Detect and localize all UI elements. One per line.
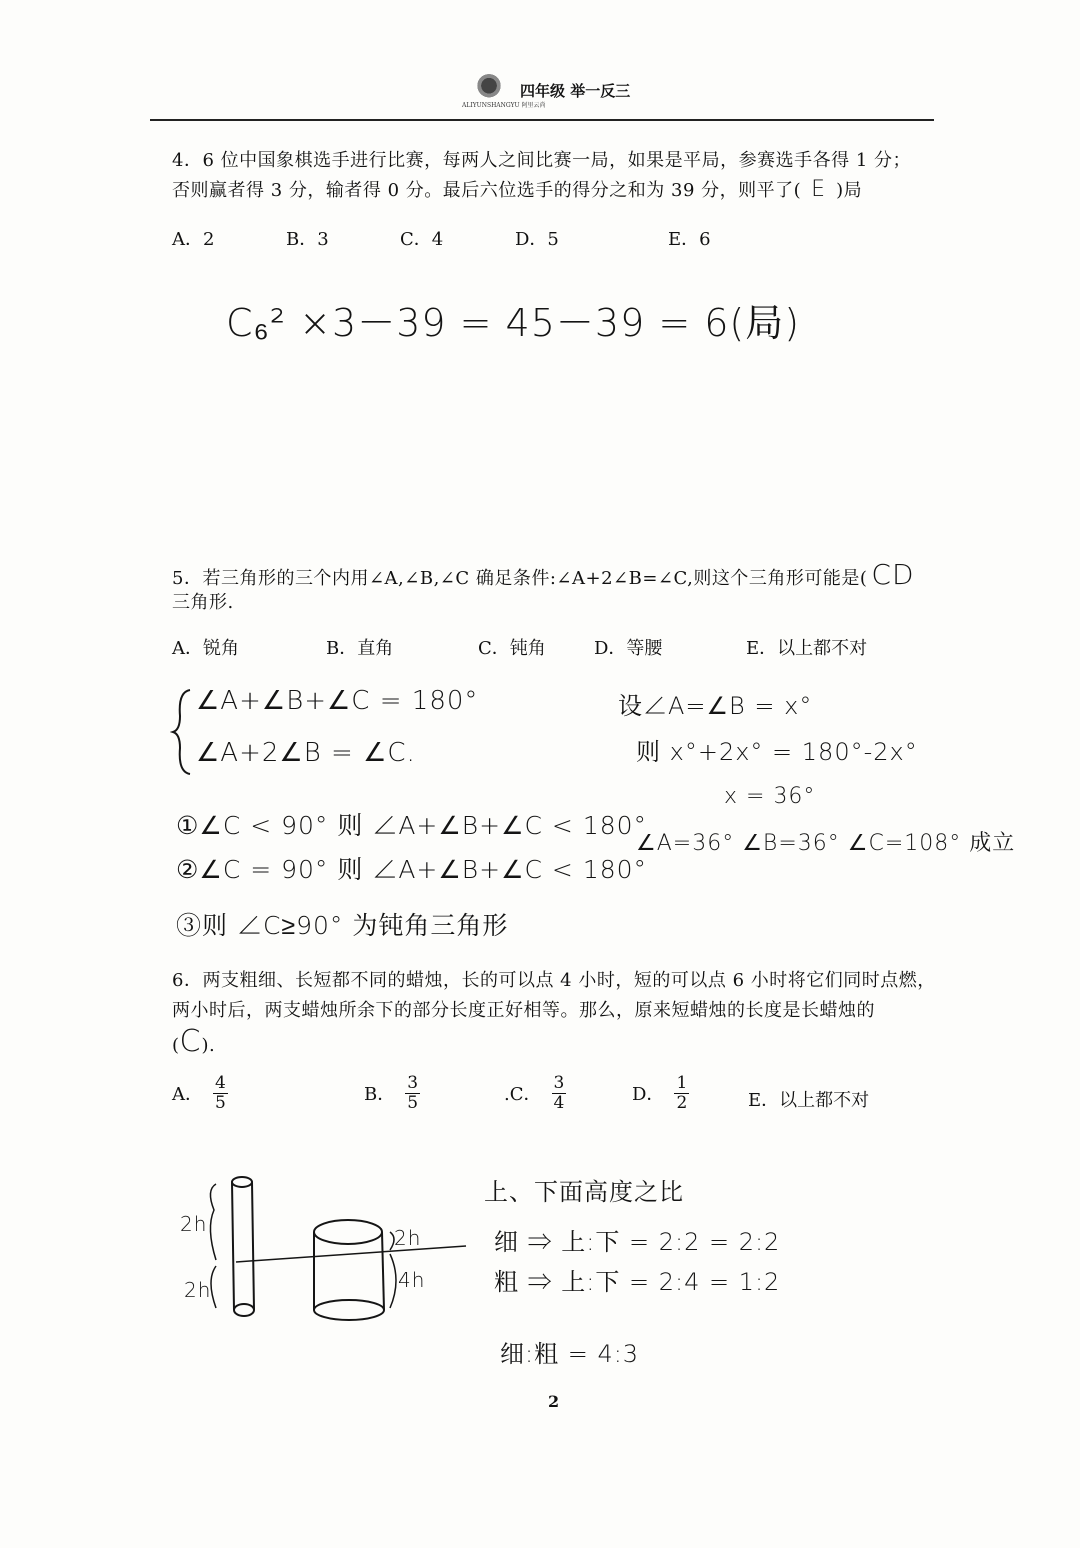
q6-option-a-num: 4 — [215, 1073, 226, 1093]
q4-option-e: E．6 — [668, 229, 711, 250]
q6-option-c-fraction — [552, 1074, 567, 1112]
q6-option-d-num: 1 — [676, 1073, 688, 1093]
q6-option-e: E．以上都不对 — [748, 1090, 870, 1111]
q6-option-a-fraction — [213, 1074, 228, 1112]
q4-handwritten-work: C₆² ×3－39 = 45－39 = 6(局) — [226, 301, 801, 345]
q6-option-c-label: .C． — [504, 1084, 542, 1106]
q6-work-right-1: 上、下面高度之比 — [484, 1178, 684, 1206]
logo-text: ALIYUNSHANGYU 阿里云尚 — [462, 102, 546, 109]
q4-line1: 4．6 位中国象棋选手进行比赛，每两人之间比赛一局，如果是平局，参赛选手各得 1 分； — [172, 150, 912, 171]
q6-option-b-den: 5 — [407, 1092, 419, 1113]
q5-option-a: A．锐角 — [172, 638, 239, 659]
q5-work-right-2: 则 x°+2x° = 180°-2x° — [636, 738, 918, 766]
candle-diagram — [176, 1170, 476, 1330]
thick-candle-icon — [314, 1220, 384, 1320]
q5-line2: 三角形. — [172, 592, 234, 613]
q5-work-left-5: ③则 ∠C≥90° 为钝角三角形 — [176, 911, 509, 940]
q6-line3 — [172, 1024, 215, 1059]
q5-option-d: D．等腰 — [594, 638, 663, 659]
diagram-label-thick-top: 2h — [394, 1226, 422, 1250]
q4-option-b: B．3 — [286, 229, 329, 250]
q6-work-right-2: 细 ⇒ 上:下 = 2:2 = 2:2 — [494, 1228, 781, 1256]
q6-option-d-fraction — [674, 1074, 689, 1112]
q5-work-left-4: ②∠C = 90° 则 ∠A+∠B+∠C < 180° — [176, 855, 648, 884]
q5-answer: CD — [871, 558, 915, 591]
q6-option-a-den: 5 — [215, 1092, 226, 1113]
q5-work-right-3: x = 36° — [724, 784, 816, 809]
q5-work-right-4: ∠A=36° ∠B=36° ∠C=108° 成立 — [636, 831, 1016, 856]
q5-option-b: B．直角 — [326, 638, 394, 659]
q6-paren-open: ( — [172, 1035, 180, 1056]
q5-line1-pre: 5．若三角形的三个内用∠A,∠B,∠C 确足条件:∠A+2∠B=∠C,则这个三角形可能是( — [172, 568, 868, 589]
q6-option-c — [504, 1074, 566, 1112]
q4-answer: E — [811, 177, 827, 202]
q5-line1 — [172, 558, 915, 591]
q4-option-a: A．2 — [172, 229, 215, 250]
diagram-label-thin-top: 2h — [180, 1212, 208, 1236]
q5-work-left-2: ∠A+2∠B = ∠C. — [196, 738, 416, 768]
q5-work-left-3: ①∠C < 90° 则 ∠A+∠B+∠C < 180° — [176, 811, 648, 840]
q6-work-right-3: 粗 ⇒ 上:下 = 2:4 = 1:2 — [494, 1268, 781, 1296]
q6-option-b — [364, 1074, 420, 1112]
q6-line2: 两小时后，两支蜡烛所余下的部分长度正好相等。那么，原来短蜡烛的长度是长蜡烛的 — [172, 1000, 875, 1021]
q6-option-d-den: 2 — [676, 1092, 688, 1113]
q6-option-d — [632, 1074, 689, 1112]
q5-brace-icon — [170, 686, 194, 778]
header-divider — [150, 119, 934, 121]
q5-work-left-1: ∠A+∠B+∠C = 180° — [196, 686, 479, 716]
q6-work-right-4: 细:粗 = 4:3 — [500, 1340, 640, 1368]
q6-answer: C — [179, 1024, 202, 1059]
q4-line2-post: )局 — [836, 180, 863, 201]
q4-option-d: D．5 — [515, 229, 559, 250]
page-number: 2 — [548, 1392, 560, 1411]
diagram-label-thick-bottom: 4h — [398, 1268, 426, 1292]
q4-line2 — [172, 176, 862, 202]
q6-option-b-label: B． — [364, 1084, 396, 1106]
q6-option-b-fraction — [405, 1074, 420, 1112]
q6-option-d-label: D． — [632, 1084, 665, 1106]
q6-option-b-num: 3 — [407, 1073, 419, 1093]
logo-icon — [476, 74, 502, 100]
q5-work-right-1: 设∠A=∠B = x° — [618, 692, 813, 720]
q4-line2-pre: 否则赢者得 3 分，输者得 0 分。最后六位选手的得分之和为 39 分，则平了( — [172, 180, 802, 201]
diagram-label-thin-bottom: 2h — [184, 1278, 212, 1302]
q5-option-c: C．钝角 — [478, 638, 546, 659]
thin-candle-icon — [232, 1177, 254, 1316]
header-title: 四年级 举一反三 — [520, 82, 631, 100]
q5-option-e: E．以上都不对 — [746, 638, 868, 659]
q6-option-c-num: 3 — [553, 1073, 565, 1093]
q6-paren-close: ). — [201, 1035, 216, 1056]
q6-line1: 6．两支粗细、长短都不同的蜡烛，长的可以点 4 小时，短的可以点 6 小时将它们同时点燃， — [172, 970, 936, 991]
q4-option-c: C．4 — [400, 229, 444, 250]
q6-option-a — [172, 1074, 228, 1112]
q6-option-a-label: A． — [172, 1084, 203, 1106]
q6-option-c-den: 4 — [553, 1092, 565, 1113]
